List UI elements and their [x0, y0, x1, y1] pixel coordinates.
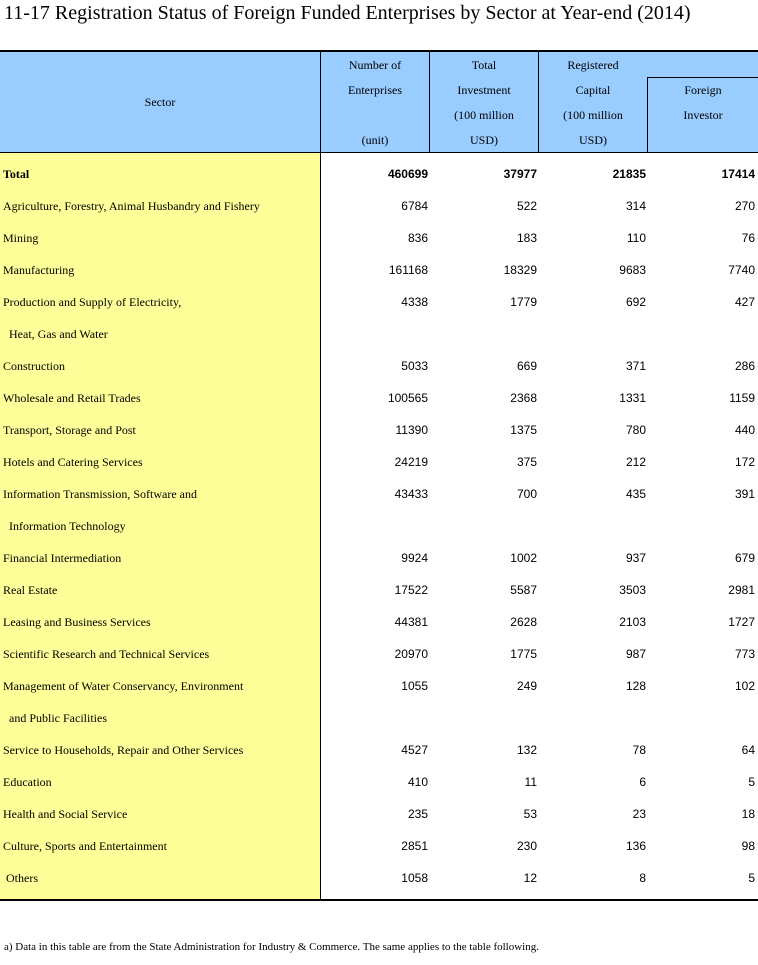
header-number-line1: Number of [348, 58, 402, 72]
row-registered: 8 [639, 871, 646, 885]
table-row [0, 702, 758, 734]
row-number: 2851 [401, 839, 428, 853]
table-row [0, 222, 758, 254]
footnote: a) Data in this table are from the State Administration for Industry & Commerce. The same applies to the table following. [4, 941, 539, 953]
row-registered: 1331 [619, 391, 646, 405]
row-total: 2628 [510, 615, 537, 629]
bottom-rule [0, 899, 758, 901]
table-row [0, 638, 758, 670]
row-foreign: 98 [741, 839, 755, 853]
row-sector: Real Estate [3, 583, 58, 597]
row-number: 100565 [387, 391, 428, 405]
row-foreign: 773 [734, 647, 755, 661]
row-registered: 314 [625, 199, 646, 213]
row-total: 249 [516, 679, 537, 693]
row-total: 2368 [510, 391, 537, 405]
row-registered: 2103 [619, 615, 646, 629]
row-foreign: 5 [748, 775, 755, 789]
row-registered: 128 [625, 679, 646, 693]
row-sector: Financial Intermediation [3, 551, 122, 565]
row-sector: Scientific Research and Technical Services [3, 647, 210, 661]
row-total: 5587 [510, 583, 537, 597]
row-registered: 78 [632, 743, 646, 757]
row-number: 836 [407, 231, 428, 245]
row-sector: Manufacturing [3, 263, 75, 277]
table-row [0, 574, 758, 606]
table-row [0, 862, 758, 894]
row-total: 18329 [503, 263, 537, 277]
row-total: 183 [516, 231, 537, 245]
row-sector: Total [3, 167, 30, 181]
row-number: 161168 [388, 263, 428, 277]
row-registered: 21835 [612, 167, 646, 181]
header-total-line1: Total [471, 58, 497, 72]
row-sector: Hotels and Catering Services [3, 455, 143, 469]
row-sector: and Public Facilities [3, 711, 107, 725]
table-row [0, 734, 758, 766]
table-row [0, 190, 758, 222]
row-number: 17522 [394, 583, 428, 597]
row-total: 37977 [503, 167, 537, 181]
row-registered: 110 [626, 231, 646, 245]
table-row [0, 446, 758, 478]
row-registered: 435 [625, 487, 646, 501]
row-number: 24219 [394, 455, 428, 469]
table-row [0, 798, 758, 830]
row-number: 460699 [387, 167, 428, 181]
table-row [0, 382, 758, 414]
row-registered: 6 [639, 775, 646, 789]
row-sector: Mining [3, 231, 39, 245]
row-total: 1375 [510, 423, 537, 437]
row-registered: 23 [632, 807, 646, 821]
row-registered: 3503 [619, 583, 646, 597]
row-total: 1779 [510, 295, 537, 309]
row-sector: Health and Social Service [3, 807, 128, 821]
table-row [0, 478, 758, 510]
row-foreign: 102 [734, 679, 755, 693]
row-total: 669 [516, 359, 537, 373]
row-foreign: 18 [741, 807, 755, 821]
row-sector: Wholesale and Retail Trades [3, 391, 141, 405]
row-foreign: 1727 [728, 615, 755, 629]
row-number: 6784 [401, 199, 428, 213]
row-registered: 780 [625, 423, 646, 437]
row-foreign: 7740 [728, 263, 755, 277]
row-total: 522 [516, 199, 537, 213]
table-row [0, 670, 758, 702]
row-foreign: 286 [734, 359, 755, 373]
row-foreign: 172 [734, 455, 755, 469]
row-foreign: 1159 [729, 391, 755, 405]
header-subrule [647, 77, 758, 78]
row-total: 700 [516, 487, 537, 501]
row-number: 11390 [395, 423, 428, 437]
row-sector: Transport, Storage and Post [3, 423, 136, 437]
row-foreign: 440 [734, 423, 755, 437]
table-title: 11-17 Registration Status of Foreign Funded Enterprises by Sector at Year-end (2014) [4, 2, 691, 24]
table-row [0, 766, 758, 798]
header-registered-line1: Registered [567, 58, 619, 72]
row-total: 1002 [510, 551, 537, 565]
table-row [0, 254, 758, 286]
table-row [0, 350, 758, 382]
row-registered: 937 [625, 551, 646, 565]
row-number: 4338 [401, 295, 428, 309]
header-registered-line2: Capital [575, 83, 611, 97]
header-registered-line3: (100 million [563, 108, 623, 122]
row-registered: 371 [625, 359, 646, 373]
header-number-line2: Enterprises [348, 83, 402, 97]
row-foreign: 76 [741, 231, 755, 245]
table-row [0, 158, 758, 190]
row-sector: Heat, Gas and Water [3, 327, 108, 341]
row-foreign: 64 [741, 743, 755, 757]
header-foreign-line1: Foreign [684, 83, 722, 97]
row-total: 230 [516, 839, 537, 853]
row-foreign: 5 [748, 871, 755, 885]
row-number: 43433 [394, 487, 428, 501]
table-row [0, 414, 758, 446]
row-foreign: 270 [734, 199, 755, 213]
row-foreign: 2981 [728, 583, 755, 597]
row-number: 20970 [394, 647, 428, 661]
header-registered-line4: USD) [578, 133, 607, 147]
table-row [0, 606, 758, 638]
row-registered: 136 [625, 839, 646, 853]
row-total: 375 [516, 455, 537, 469]
row-number: 44381 [394, 615, 428, 629]
table-row [0, 542, 758, 574]
row-total: 11 [524, 775, 537, 789]
table-row [0, 318, 758, 350]
row-number: 4527 [401, 743, 428, 757]
header-total-line2: Investment [457, 83, 511, 97]
row-total: 132 [516, 743, 537, 757]
row-sector: Leasing and Business Services [3, 615, 151, 629]
row-sector: Service to Households, Repair and Other Services [3, 743, 244, 757]
table-row [0, 830, 758, 862]
row-registered: 212 [625, 455, 646, 469]
header-sector: Sector [144, 95, 176, 109]
row-sector: Culture, Sports and Entertainment [3, 839, 167, 853]
header-total-line3: (100 million [454, 108, 514, 122]
row-foreign: 17414 [721, 167, 755, 181]
row-foreign: 679 [734, 551, 755, 565]
header-total-line4: USD) [469, 133, 498, 147]
row-sector: Information Technology [3, 519, 126, 533]
row-number: 9924 [401, 551, 428, 565]
row-sector: Production and Supply of Electricity, [3, 295, 182, 309]
row-number: 5033 [401, 359, 428, 373]
row-foreign: 391 [734, 487, 755, 501]
header-number-unit: (unit) [361, 133, 389, 147]
row-sector: Others [3, 871, 38, 885]
row-registered: 692 [625, 295, 646, 309]
row-total: 53 [523, 807, 537, 821]
table-row [0, 510, 758, 542]
header-foreign-line2: Investor [683, 108, 723, 122]
row-total: 12 [523, 871, 537, 885]
row-sector: Agriculture, Forestry, Animal Husbandry and Fishery [3, 199, 260, 213]
row-sector: Management of Water Conservancy, Environment [3, 679, 244, 693]
row-sector: Construction [3, 359, 65, 373]
row-total: 1775 [510, 647, 537, 661]
row-number: 235 [407, 807, 428, 821]
row-number: 1055 [401, 679, 428, 693]
row-registered: 987 [625, 647, 646, 661]
table-row [0, 286, 758, 318]
row-sector: Information Transmission, Software and [3, 487, 197, 501]
row-foreign: 427 [734, 295, 755, 309]
row-registered: 9683 [619, 263, 646, 277]
row-number: 410 [407, 775, 428, 789]
row-sector: Education [3, 775, 52, 789]
row-number: 1058 [401, 871, 428, 885]
